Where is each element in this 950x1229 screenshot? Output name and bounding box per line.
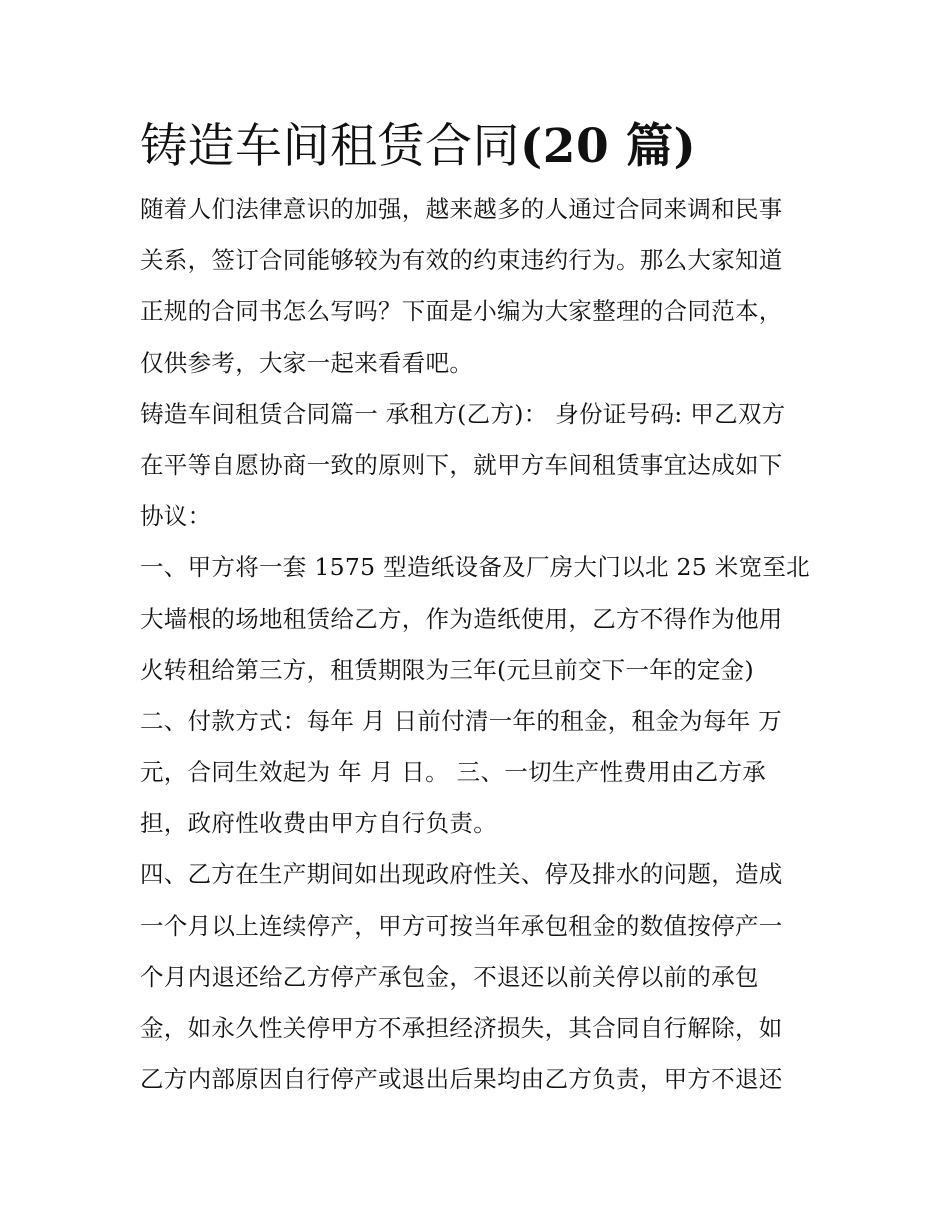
text-line: 大墙根的场地租赁给乙方，作为造纸使用，乙方不得作为他用 <box>140 604 783 633</box>
title-main: 铸造车间租赁合同 <box>140 119 520 174</box>
text-line: 乙方内部原因自行停产或退出后果均由乙方负责，甲方不退还 <box>140 1065 783 1094</box>
text-line: 协议： <box>140 502 212 531</box>
text-line: 在平等自愿协商一致的原则下，就甲方车间租赁事宜达成如下 <box>140 450 783 479</box>
text-line: 火转租给第三方，租赁期限为三年(元旦前交下一年的定金) <box>140 655 754 684</box>
text-line: 四、乙方在生产期间如出现政府性关、停及排水的问题，造成 <box>140 860 783 889</box>
text-line: 担，政府性收费由甲方自行负责。 <box>140 809 497 838</box>
text-line: 一个月以上连续停产，甲方可按当年承包租金的数值按停产一 <box>140 911 783 940</box>
contract-heading-paragraph <box>140 389 830 543</box>
intro-paragraph <box>140 184 830 389</box>
title-count: (20 篇) <box>520 119 697 174</box>
text-line: 仅供参考，大家一起来看看吧。 <box>140 348 474 377</box>
clause-one-paragraph <box>140 542 830 696</box>
text-line: 一、甲方将一套 1575 型造纸设备及厂房大门以北 25 米宽至北 <box>140 553 810 582</box>
clause-two-paragraph <box>140 696 830 850</box>
document-title <box>140 112 830 182</box>
text-line: 元，合同生效起为 年 月 日。 三、一切生产性费用由乙方承 <box>140 758 767 787</box>
text-line: 金，如永久性关停甲方不承担经济损失，其合同自行解除，如 <box>140 1014 783 1042</box>
text-line: 关系，签订合同能够较为有效的约束违约行为。那么大家知道 <box>140 246 783 275</box>
text-line: 个月内退还给乙方停产承包金，不退还以前关停以前的承包 <box>140 962 759 991</box>
document-body <box>140 112 830 1105</box>
text-line: 随着人们法律意识的加强，越来越多的人通过合同来调和民事 <box>140 195 783 223</box>
text-line: 二、付款方式：每年 月 日前付清一年的租金，租金为每年 万 <box>140 706 783 735</box>
text-line: 正规的合同书怎么写吗？下面是小编为大家整理的合同范本， <box>140 297 783 326</box>
text-line: 铸造车间租赁合同篇一 承租方(乙方)： 身份证号码: 甲乙双方 <box>140 399 786 428</box>
clause-four-paragraph <box>140 849 830 1105</box>
